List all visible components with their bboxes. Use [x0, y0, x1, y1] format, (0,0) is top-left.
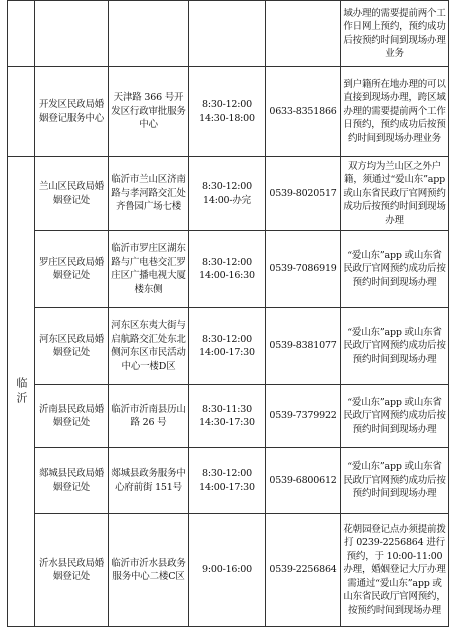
city-cell: 临沂 [8, 157, 35, 627]
office-name: 开发区民政局婚姻登记服务中心 [35, 67, 109, 157]
office-hours: 8:30-11:30 14:30-17:30 [189, 385, 266, 448]
office-hours: 9:00-16:00 [189, 514, 266, 627]
office-name: 兰山区民政局婚姻登记处 [35, 157, 109, 231]
office-phone: 0633-8351866 [266, 67, 341, 157]
table-row [8, 67, 449, 157]
note-cell: “爱山东”app 或山东省民政厅官网预约成功后按预约时间到现场办理 [341, 385, 449, 448]
office-phone: 0539-8381077 [266, 308, 341, 385]
note-cell: 域办理的需要提前两个工作日网上预约，预约成功后按预约时间到现场办理业务 [341, 1, 449, 67]
office-name: 河东区民政局婚姻登记处 [35, 308, 109, 385]
table-row [8, 385, 449, 448]
office-address: 郯城县政务服务中心府前街 151号 [109, 448, 189, 514]
note-cell: “爱山东”app 或山东省民政厅官网预约成功后按预约时间到现场办理 [341, 448, 449, 514]
table-row [8, 448, 449, 514]
office-phone: 0539-2256864 [266, 514, 341, 627]
table-row [8, 308, 449, 385]
note-cell: 花朝园登记点办须提前拨打 0239-2256864 进行预约，于 10:00-11:00 办理，婚姻登记大厅办理需通过“爱山东”app 或山东省民政厅官网预约，按预约时间到现场办理 [341, 514, 449, 627]
table-row [8, 231, 449, 308]
office-hours: 8:30-12:00 14:00-17:30 [189, 448, 266, 514]
registry-table [7, 0, 449, 627]
office-address: 临沂市沂水县政务服务中心二楼C区 [109, 514, 189, 627]
note-cell: “爱山东”app 或山东省民政厅官网预约成功后按预约时间到现场办理 [341, 308, 449, 385]
note-cell: 双方均为兰山区之外户籍，须通过“爱山东”app 或山东省民政厅官网预约成功后按预约时间到现场办理 [341, 157, 449, 231]
office-hours: 8:30-12:00 14:30-18:00 [189, 67, 266, 157]
office-name: 沂水县民政局婚姻登记处 [35, 514, 109, 627]
city-cell-previous [8, 1, 35, 67]
office-phone: 0539-7086919 [266, 231, 341, 308]
office-hours: 8:30-12:00 14:00-17:30 [189, 308, 266, 385]
table-row-fragment [8, 1, 449, 67]
table-row [8, 157, 449, 231]
office-address: 临沂市沂南县历山路 26 号 [109, 385, 189, 448]
office-address: 天津路 366 号开发区行政审批服务中心 [109, 67, 189, 157]
office-address: 临沂市罗庄区湖东路与广电巷交汇罗庄区广播电视大厦楼东侧 [109, 231, 189, 308]
office-name: 沂南县民政局婚姻登记处 [35, 385, 109, 448]
office-name: 罗庄区民政局婚姻登记处 [35, 231, 109, 308]
note-cell: 到户籍所在地办理的可以直接到现场办理，跨区域办理的需要提前两个工作日预约，预约成功后按预约时间到现场办理业务 [341, 67, 449, 157]
office-hours: 8:30-12:00 14:00-16:30 [189, 231, 266, 308]
city-cell-previous [8, 67, 35, 157]
office-phone: 0539-6800612 [266, 448, 341, 514]
office-phone: 0539-8020517 [266, 157, 341, 231]
office-name: 郯城县民政局婚姻登记处 [35, 448, 109, 514]
note-cell: “爱山东”app 或山东省民政厅官网预约成功后按预约时间到现场办理 [341, 231, 449, 308]
office-hours: 8:30-12:00 14:00-办完 [189, 157, 266, 231]
office-phone: 0539-7379922 [266, 385, 341, 448]
office-address: 临沂市兰山区济南路与孝河路交汇处齐鲁园广场七楼 [109, 157, 189, 231]
office-address: 河东区东夷大街与启航路交汇处东北侧河东区市民活动中心一楼D区 [109, 308, 189, 385]
